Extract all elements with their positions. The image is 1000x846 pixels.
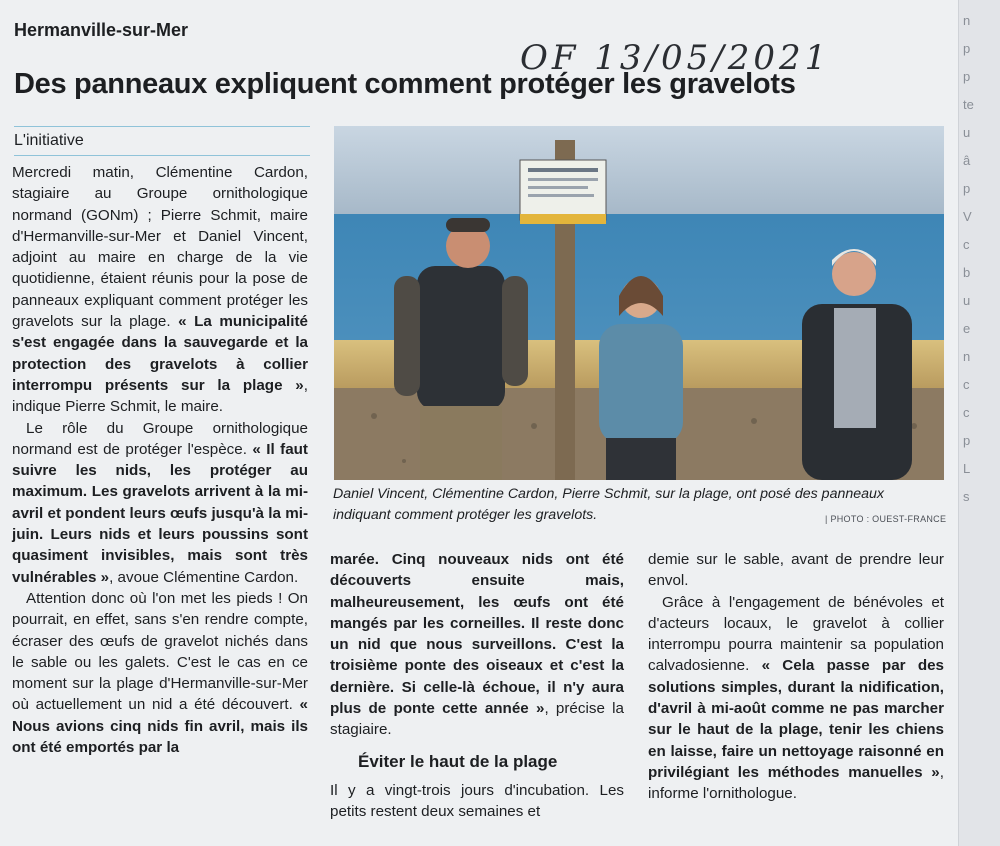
margin-fragment: n bbox=[963, 349, 971, 364]
margin-fragment: p bbox=[963, 433, 971, 448]
margin-fragment: c bbox=[963, 237, 970, 252]
body-text: Grâce à l'engagement de bénévoles et d'acteurs locaux, le gravelot à collier interrompu pourra maintenir sa population calvadosienne. bbox=[648, 593, 944, 675]
paragraph bbox=[648, 549, 944, 592]
margin-fragment: c bbox=[963, 405, 970, 420]
quote-text: marée. Cinq nouveaux nids ont été découverts ensuite mais, malheureusement, les œufs ont été mangés par les corneilles. Il reste donc un nid que nous surveillons. C'est la troisième ponte des oiseaux et c'est la dernière. Si celle-là échoue, il n'y aura plus de ponte cette année » bbox=[330, 551, 624, 718]
body-column-1 bbox=[12, 162, 308, 758]
adjacent-article-fragment bbox=[958, 0, 1000, 846]
location-kicker: Hermanville-sur-Mer bbox=[14, 20, 189, 40]
body-text: , informe l'ornithologue. bbox=[648, 763, 944, 803]
margin-fragment: n bbox=[963, 13, 971, 28]
margin-fragment: p bbox=[963, 69, 971, 84]
subheading: Éviter le haut de la plage bbox=[358, 751, 558, 771]
section-label: L'initiative bbox=[14, 132, 84, 149]
paragraph bbox=[648, 592, 944, 805]
margin-fragment: p bbox=[963, 41, 971, 56]
paragraph bbox=[12, 588, 308, 758]
section-rule bbox=[14, 126, 310, 127]
body-text: , avoue Clémentine Cardon. bbox=[109, 568, 299, 586]
handwritten-date-note: OF 13/05/2021 bbox=[520, 38, 831, 78]
beach-photo bbox=[334, 126, 944, 480]
body-text: , indique Pierre Schmit, le maire. bbox=[12, 376, 308, 416]
margin-fragment: L bbox=[963, 461, 971, 476]
quote-text: « Il faut suivre les nids, les protéger au maximum. Les gravelots arrivent à la mi-avril et pondent leurs œufs jusqu'à la mi-juin. Leurs nids et leurs poussins sont quasiment invisibles, mais sont très vulnérables » bbox=[12, 440, 308, 586]
body-text: Il y a vingt-trois jours d'incubation. Les petits restent deux semaines et bbox=[330, 781, 624, 821]
margin-fragment: u bbox=[963, 125, 971, 140]
quote-text: « Nous avions cinq nids fin avril, mais ils ont été emportés par la bbox=[12, 696, 308, 757]
photo-caption: Daniel Vincent, Clémentine Cardon, Pierre Schmit, sur la plage, ont posé des panneaux indiquant comment protéger les gravelots. bbox=[333, 486, 885, 523]
quote-text: « Cela passe par des solutions simples, durant la nidification, d'avril à mi-août comme ne pas marcher sur le haut de la plage, tenir les chiens en laisse, faire un nettoyage raisonné en privilégiant les méthodes manuelles » bbox=[648, 657, 944, 781]
margin-fragment: u bbox=[963, 293, 971, 308]
body-column-2-lead bbox=[330, 549, 624, 741]
body-column-2-tail bbox=[330, 780, 624, 823]
headline: Des panneaux expliquent comment protéger les gravelots bbox=[14, 68, 796, 100]
paragraph bbox=[12, 162, 308, 418]
margin-fragment: p bbox=[963, 181, 971, 196]
margin-fragment: te bbox=[963, 97, 974, 112]
body-text: Attention donc où l'on met les pieds ! On pourrait, en effet, sans s'en rendre compte, écraser des œufs de gravelot nichés dans le sable ou les galets. C'est le cas en ce moment sur la plage d'Hermanville-sur-Mer où actuellement un nid a été découvert. bbox=[12, 589, 308, 714]
body-column-2 bbox=[330, 549, 624, 823]
margin-fragment: s bbox=[963, 489, 970, 504]
margin-fragment: â bbox=[963, 153, 971, 168]
paragraph bbox=[330, 549, 624, 741]
paragraph bbox=[12, 418, 308, 588]
margin-fragment: V bbox=[963, 209, 972, 224]
body-text: Mercredi matin, Clémentine Cardon, stagiaire au Groupe ornithologique normand (GONm) ; Pierre Schmit, maire d'Hermanville-sur-Mer et Daniel Vincent, adjoint au maire en charge de la vie quotidienne, étaient réunis pour la pose de panneaux expliquant comment protéger les gravelots sur la plage. bbox=[12, 164, 308, 331]
margin-fragment: e bbox=[963, 321, 971, 336]
quote-text: « La municipalité s'est engagée dans la sauvegarde et la protection des gravelots à collier interrompu présents sur la plage » bbox=[12, 313, 308, 394]
body-text: Le rôle du Groupe ornithologique normand est de protéger l'espèce. bbox=[12, 419, 308, 458]
body-text: demie sur le sable, avant de prendre leur envol. bbox=[648, 551, 944, 590]
beach-photo-image bbox=[334, 126, 944, 480]
body-text: , précise la stagiaire. bbox=[330, 700, 624, 739]
margin-fragment: c bbox=[963, 377, 970, 392]
body-column-3 bbox=[648, 549, 944, 805]
paragraph bbox=[330, 780, 624, 823]
photo-credit: | PHOTO : OUEST-FRANCE bbox=[825, 514, 947, 524]
section-rule-bottom bbox=[14, 155, 310, 156]
margin-fragment: b bbox=[963, 265, 971, 280]
